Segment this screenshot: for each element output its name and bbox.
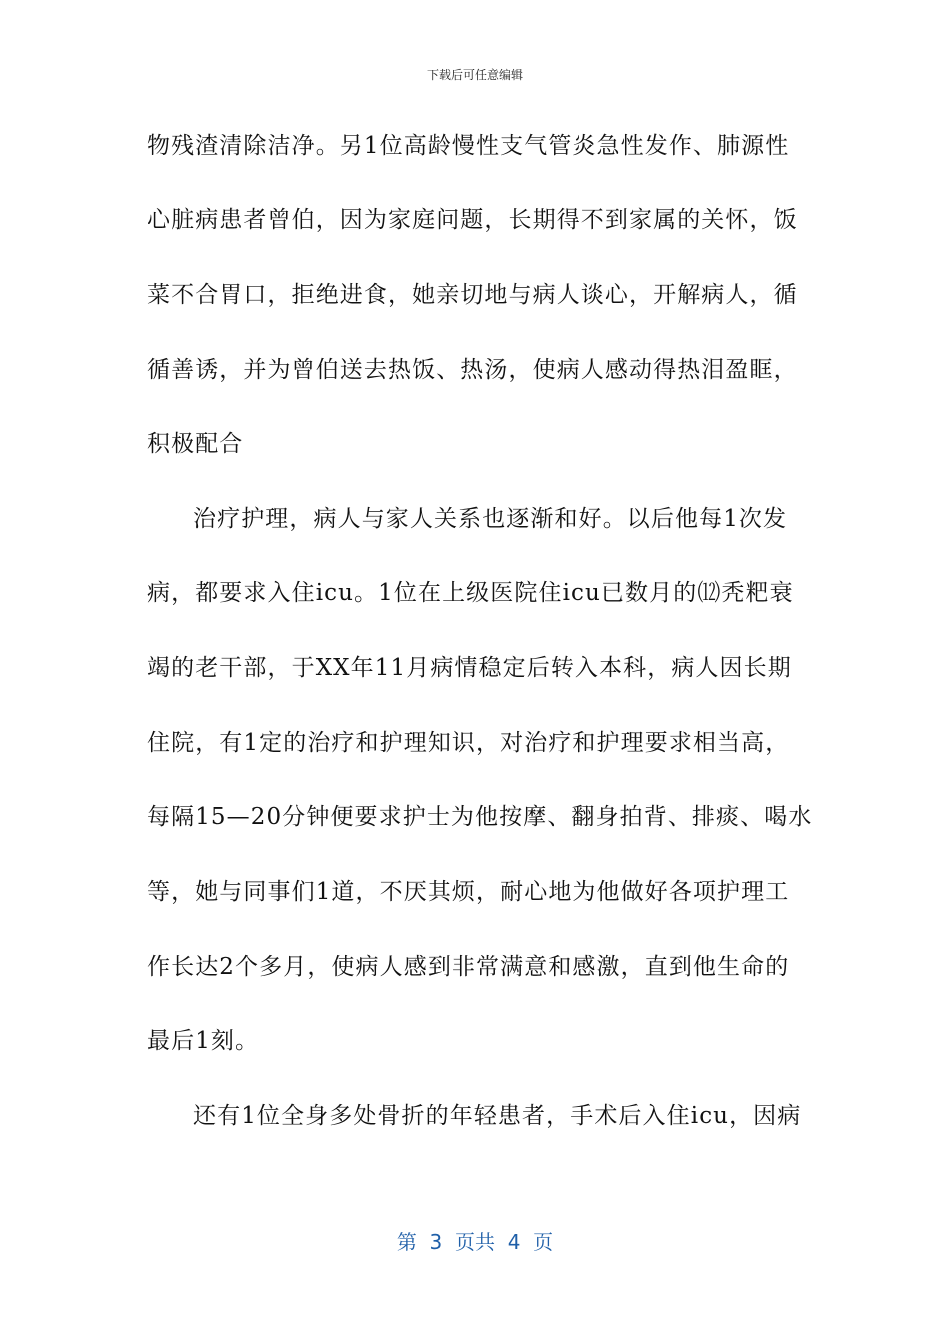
text-line: 物残渣清除洁净。另1位高龄慢性支气管炎急性发作、肺源性 <box>147 133 790 159</box>
text-line: 住院，有1定的治疗和护理知识，对治疗和护理要求相当高， <box>147 730 790 756</box>
text-line: 心脏病患者曾伯，因为家庭问题，长期得不到家属的关怀，饭 <box>147 207 798 233</box>
text-line: 作长达2个多月，使病人感到非常满意和感激，直到他生命的 <box>147 954 790 980</box>
text-line: 菜不合胃口，拒绝进食，她亲切地与病人谈心，开解病人，循 <box>147 282 798 308</box>
paragraph-first-line: 还有1位全身多处骨折的年轻患者，手术后入住icu，因病 <box>193 1103 802 1129</box>
page-number-footer: 第 3 页共 4 页 <box>396 1230 554 1254</box>
page-header: 下载后可任意编辑 <box>426 68 523 82</box>
text-line: 病，都要求入住icu。1位在上级医院住icu已数月的⑿秃粑衰 <box>147 580 794 606</box>
text-line: 竭的老干部，于XX年11月病情稳定后转入本科，病人因长期 <box>147 655 792 681</box>
text-line: 等，她与同事们1道，不厌其烦，耐心地为他做好各项护理工 <box>147 879 790 905</box>
paragraph-first-line: 治疗护理，病人与家人关系也逐渐和好。以后他每1次发 <box>193 506 788 532</box>
text-line: 最后1刻。 <box>147 1028 260 1054</box>
text-line: 积极配合 <box>147 431 244 457</box>
text-line: 每隔15—20分钟便要求护士为他按摩、翻身拍背、排痰、喝水 <box>147 804 813 830</box>
text-line: 循善诱，并为曾伯送去热饭、热汤，使病人感动得热泪盈眶， <box>147 357 798 383</box>
